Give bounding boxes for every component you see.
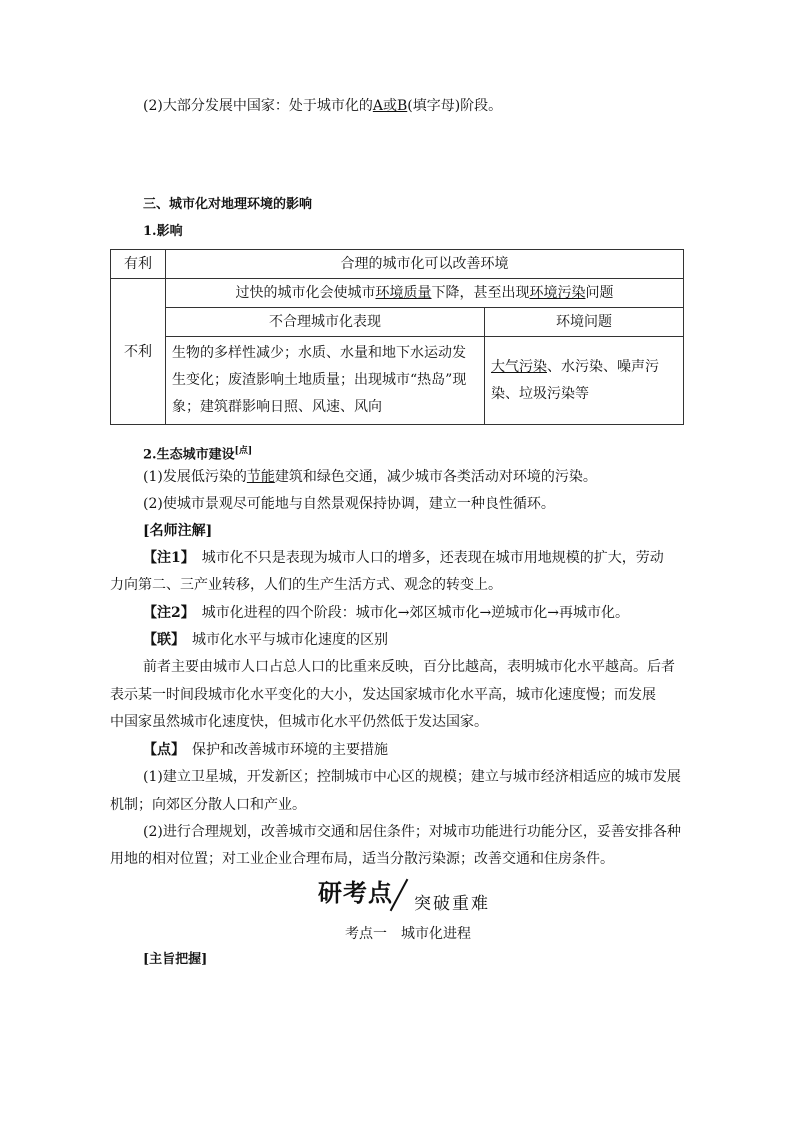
table-row [111, 308, 684, 337]
left-cell: 生物的多样性减少；水质、水量和地下水运动发生变化；废渣影响土地质量；出现城市“热岛”现象；建筑群影响日照、风速、风向 [166, 337, 485, 425]
subsection-1: 1.影响 [143, 224, 183, 239]
eco-item-2: (2)使城市景观尽可能地与自然景观保持协调，建立一种良性循环。 [143, 496, 555, 512]
section-title: 三、城市化对地理环境的影响 [143, 197, 313, 212]
answer-blank: A或B [372, 98, 408, 114]
point-1-line-1: (1)建立卫星城，开发新区；控制城市中心区的规模；建立与城市经济相适应的城市发展 [143, 769, 681, 785]
unfavorable-summary: 过快的城市化会使城市环境质量下降，甚至出现环境污染问题 [166, 279, 684, 308]
row-label-favorable: 有利 [111, 250, 166, 279]
col-head-right: 环境问题 [485, 308, 684, 337]
table-row [111, 279, 684, 308]
point-1-line-2: 机制；向郊区分散人口和产业。 [110, 797, 306, 813]
table-row [111, 337, 684, 425]
research-heading-sub: 突破重难 [414, 894, 490, 914]
link-para-1: 前者主要由城市人口占总人口的比重来反映，百分比越高，表明城市化水平越高。后者 [143, 659, 675, 675]
notes-header: [名师注解] [143, 523, 213, 539]
research-heading-main: 研考点 [318, 879, 393, 907]
research-heading [318, 873, 508, 915]
eco-item-1: (1)发展低污染的节能建筑和绿色交通，减少城市各类活动对环境的污染。 [143, 469, 597, 485]
point-2-line-2: 用地的相对位置；对工业企业合理布局，适当分散污染源；改善交通和住房条件。 [110, 851, 614, 867]
table-row [111, 250, 684, 279]
col-head-left: 不合理城市化表现 [166, 308, 485, 337]
row-label-unfavorable: 不利 [111, 279, 166, 425]
link-para-3: 中国家虽然城市化速度快，但城市化水平仍然低于发达国家。 [110, 714, 488, 730]
point-note: 【点】 保护和改善城市环境的主要措施 [143, 742, 388, 758]
question-2: (2)大部分发展中国家：处于城市化的A或B(填字母)阶段。 [143, 98, 503, 114]
favorable-text: 合理的城市化可以改善环境 [166, 250, 684, 279]
note-2: 【注2】 城市化进程的四个阶段：城市化→郊区城市化→逆城市化→再城市化。 [143, 605, 629, 621]
subsection-2: 2.生态城市建设[点] [143, 446, 253, 463]
point-2-line-1: (2)进行合理规划，改善城市交通和居住条件；对城市功能进行功能分区，妥善安排各种 [143, 824, 681, 840]
kaodian-title: 考点一 城市化进程 [345, 926, 471, 942]
link-para-2: 表示某一时间段城市化水平变化的大小，发达国家城市化水平高，城市化速度慢；而发展 [110, 687, 656, 703]
note-1-line-2: 力向第二、三产业转移，人们的生产生活方式、观念的转变上。 [110, 577, 502, 593]
right-cell: 大气污染、水污染、噪声污染、垃圾污染等 [485, 337, 684, 425]
link-note: 【联】 城市化水平与城市化速度的区别 [143, 632, 388, 648]
note-1-line-1: 【注1】 城市化不只是表现为城市人口的增多，还表现在城市用地规模的扩大，劳动 [143, 550, 664, 566]
zhuzhi-label: [主旨把握] [143, 952, 208, 967]
impact-table [110, 249, 684, 425]
